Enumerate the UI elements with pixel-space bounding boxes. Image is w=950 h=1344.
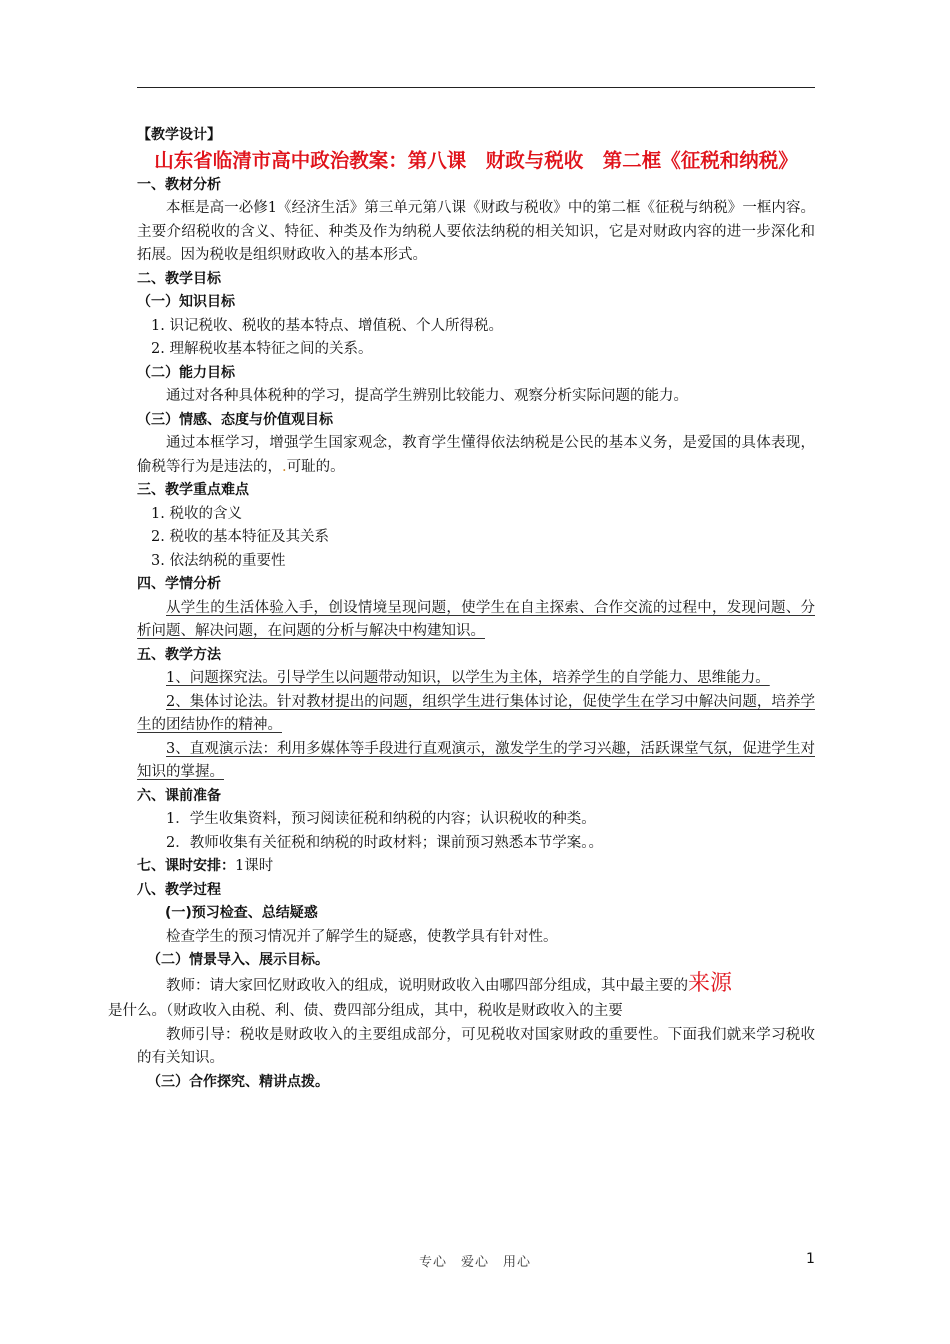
ability-goal-heading: （二）能力目标 — [137, 364, 235, 381]
emotion-goal-text — [137, 432, 815, 479]
method-1: 1、问题探究法。引导学生以问题带动知识，以学生为主体，培养学生的自学能力、思维能力。 — [166, 670, 770, 686]
page-title: 山东省临清市高中政治教案：第八课 财政与税收 第二框《征税和纳税》 — [154, 148, 798, 172]
section-5-heading: 五、教学方法 — [137, 646, 221, 663]
document-body — [108, 124, 815, 1094]
header-rule — [137, 87, 815, 88]
section-2-heading: 二、教学目标 — [137, 270, 221, 287]
method-2: 2、集体讨论法。针对教材提出的问题，组织学生进行集体讨论，促使学生在学习中解决问题，培养学生的团结协作的精神。 — [137, 693, 815, 733]
teacher-question-b: 是什么。（财政收入由税、利、债、费四部分组成，其中，税收是财政收入的主要 — [108, 1002, 623, 1019]
process-step-3-heading: （三）合作探究、精讲点拨。 — [147, 1073, 329, 1090]
section-7-heading: 七、课时安排： — [137, 858, 235, 874]
footer-motto: 专心 爱心 用心 — [418, 1255, 531, 1270]
knowledge-goal-1: 1. 识记税收、税收的基本特点、增值税、个人所得税。 — [151, 317, 503, 334]
prep-1: 1．学生收集资料，预习阅读征税和纳税的内容；认识税收的种类。 — [166, 811, 596, 827]
process-step-2-text — [108, 970, 815, 1024]
key-point-1: 1. 税收的含义 — [151, 505, 242, 522]
method-3: 3、直观演示法：利用多媒体等手段进行直观演示，激发学生的学习兴趣，活跃课堂气氛，促进学生对知识的掌握。 — [137, 740, 815, 780]
section-4-text: 从学生的生活体验入手，创设情境呈现问题，使学生在自主探索、合作交流的过程中，发现问题、分析问题、解决问题，在问题的分析与解决中构建知识。 — [137, 599, 815, 639]
section-7-value: 1课时 — [235, 858, 274, 874]
section-4-heading: 四、学情分析 — [137, 576, 221, 592]
section-8-heading: 八、教学过程 — [137, 881, 221, 898]
page-number: 1 — [806, 1251, 815, 1267]
process-step-1-text: 检查学生的预习情况并了解学生的疑惑，使教学具有针对性。 — [166, 928, 558, 945]
process-step-2-heading: （二）情景导入、展示目标。 — [147, 952, 329, 968]
process-step-1-heading: (一)预习检查、总结疑惑 — [165, 905, 318, 921]
teacher-question-emphasis: 来源 — [688, 970, 733, 996]
key-point-3: 3. 依法纳税的重要性 — [151, 552, 286, 569]
key-point-2: 2. 税收的基本特征及其关系 — [151, 529, 329, 545]
doc-tag: 【教学设计】 — [137, 127, 221, 143]
section-7-line — [137, 855, 815, 879]
emotion-goal-heading: （三）情感、态度与价值观目标 — [137, 411, 333, 428]
emotion-goal-text-b: 可耻的。 — [286, 458, 345, 475]
section-1-heading: 一、教材分析 — [137, 176, 221, 193]
knowledge-goal-2: 2. 理解税收基本特征之间的关系。 — [151, 341, 373, 357]
ability-goal-text: 通过对各种具体税种的学习，提高学生辨别比较能力、观察分析实际问题的能力。 — [166, 388, 688, 404]
mark-dot: . — [282, 458, 287, 475]
section-3-heading: 三、教学重点难点 — [137, 482, 249, 498]
prep-2: 2．教师收集有关征税和纳税的时政材料；课前预习熟悉本节学案。。 — [166, 834, 603, 851]
section-6-heading: 六、课前准备 — [137, 787, 221, 804]
knowledge-goal-heading: （一）知识目标 — [137, 294, 235, 310]
section-1-text: 本框是高一必修1《经济生活》第三单元第八课《财政与税收》中的第二框《征税与纳税》一框内容。主要介绍税收的含义、特征、种类及作为纳税人要依法纳税的相关知识，它是对财政内容的进一步深化和拓展。因为税收是组织财政收入的基本形式。 — [137, 200, 815, 263]
emotion-goal-text-a: 通过本框学习，增强学生国家观念，教育学生懂得依法纳税是公民的基本义务，是爱国的具体表现，偷税等行为是违法的， — [137, 435, 815, 475]
teacher-guidance: 教师引导：税收是财政收入的主要组成部分，可见税收对国家财政的重要性。下面我们就来学习税收的有关知识。 — [137, 1026, 815, 1066]
teacher-question-a: 教师：请大家回忆财政收入的组成，说明财政收入由哪四部分组成，其中最主要的 — [166, 977, 688, 994]
